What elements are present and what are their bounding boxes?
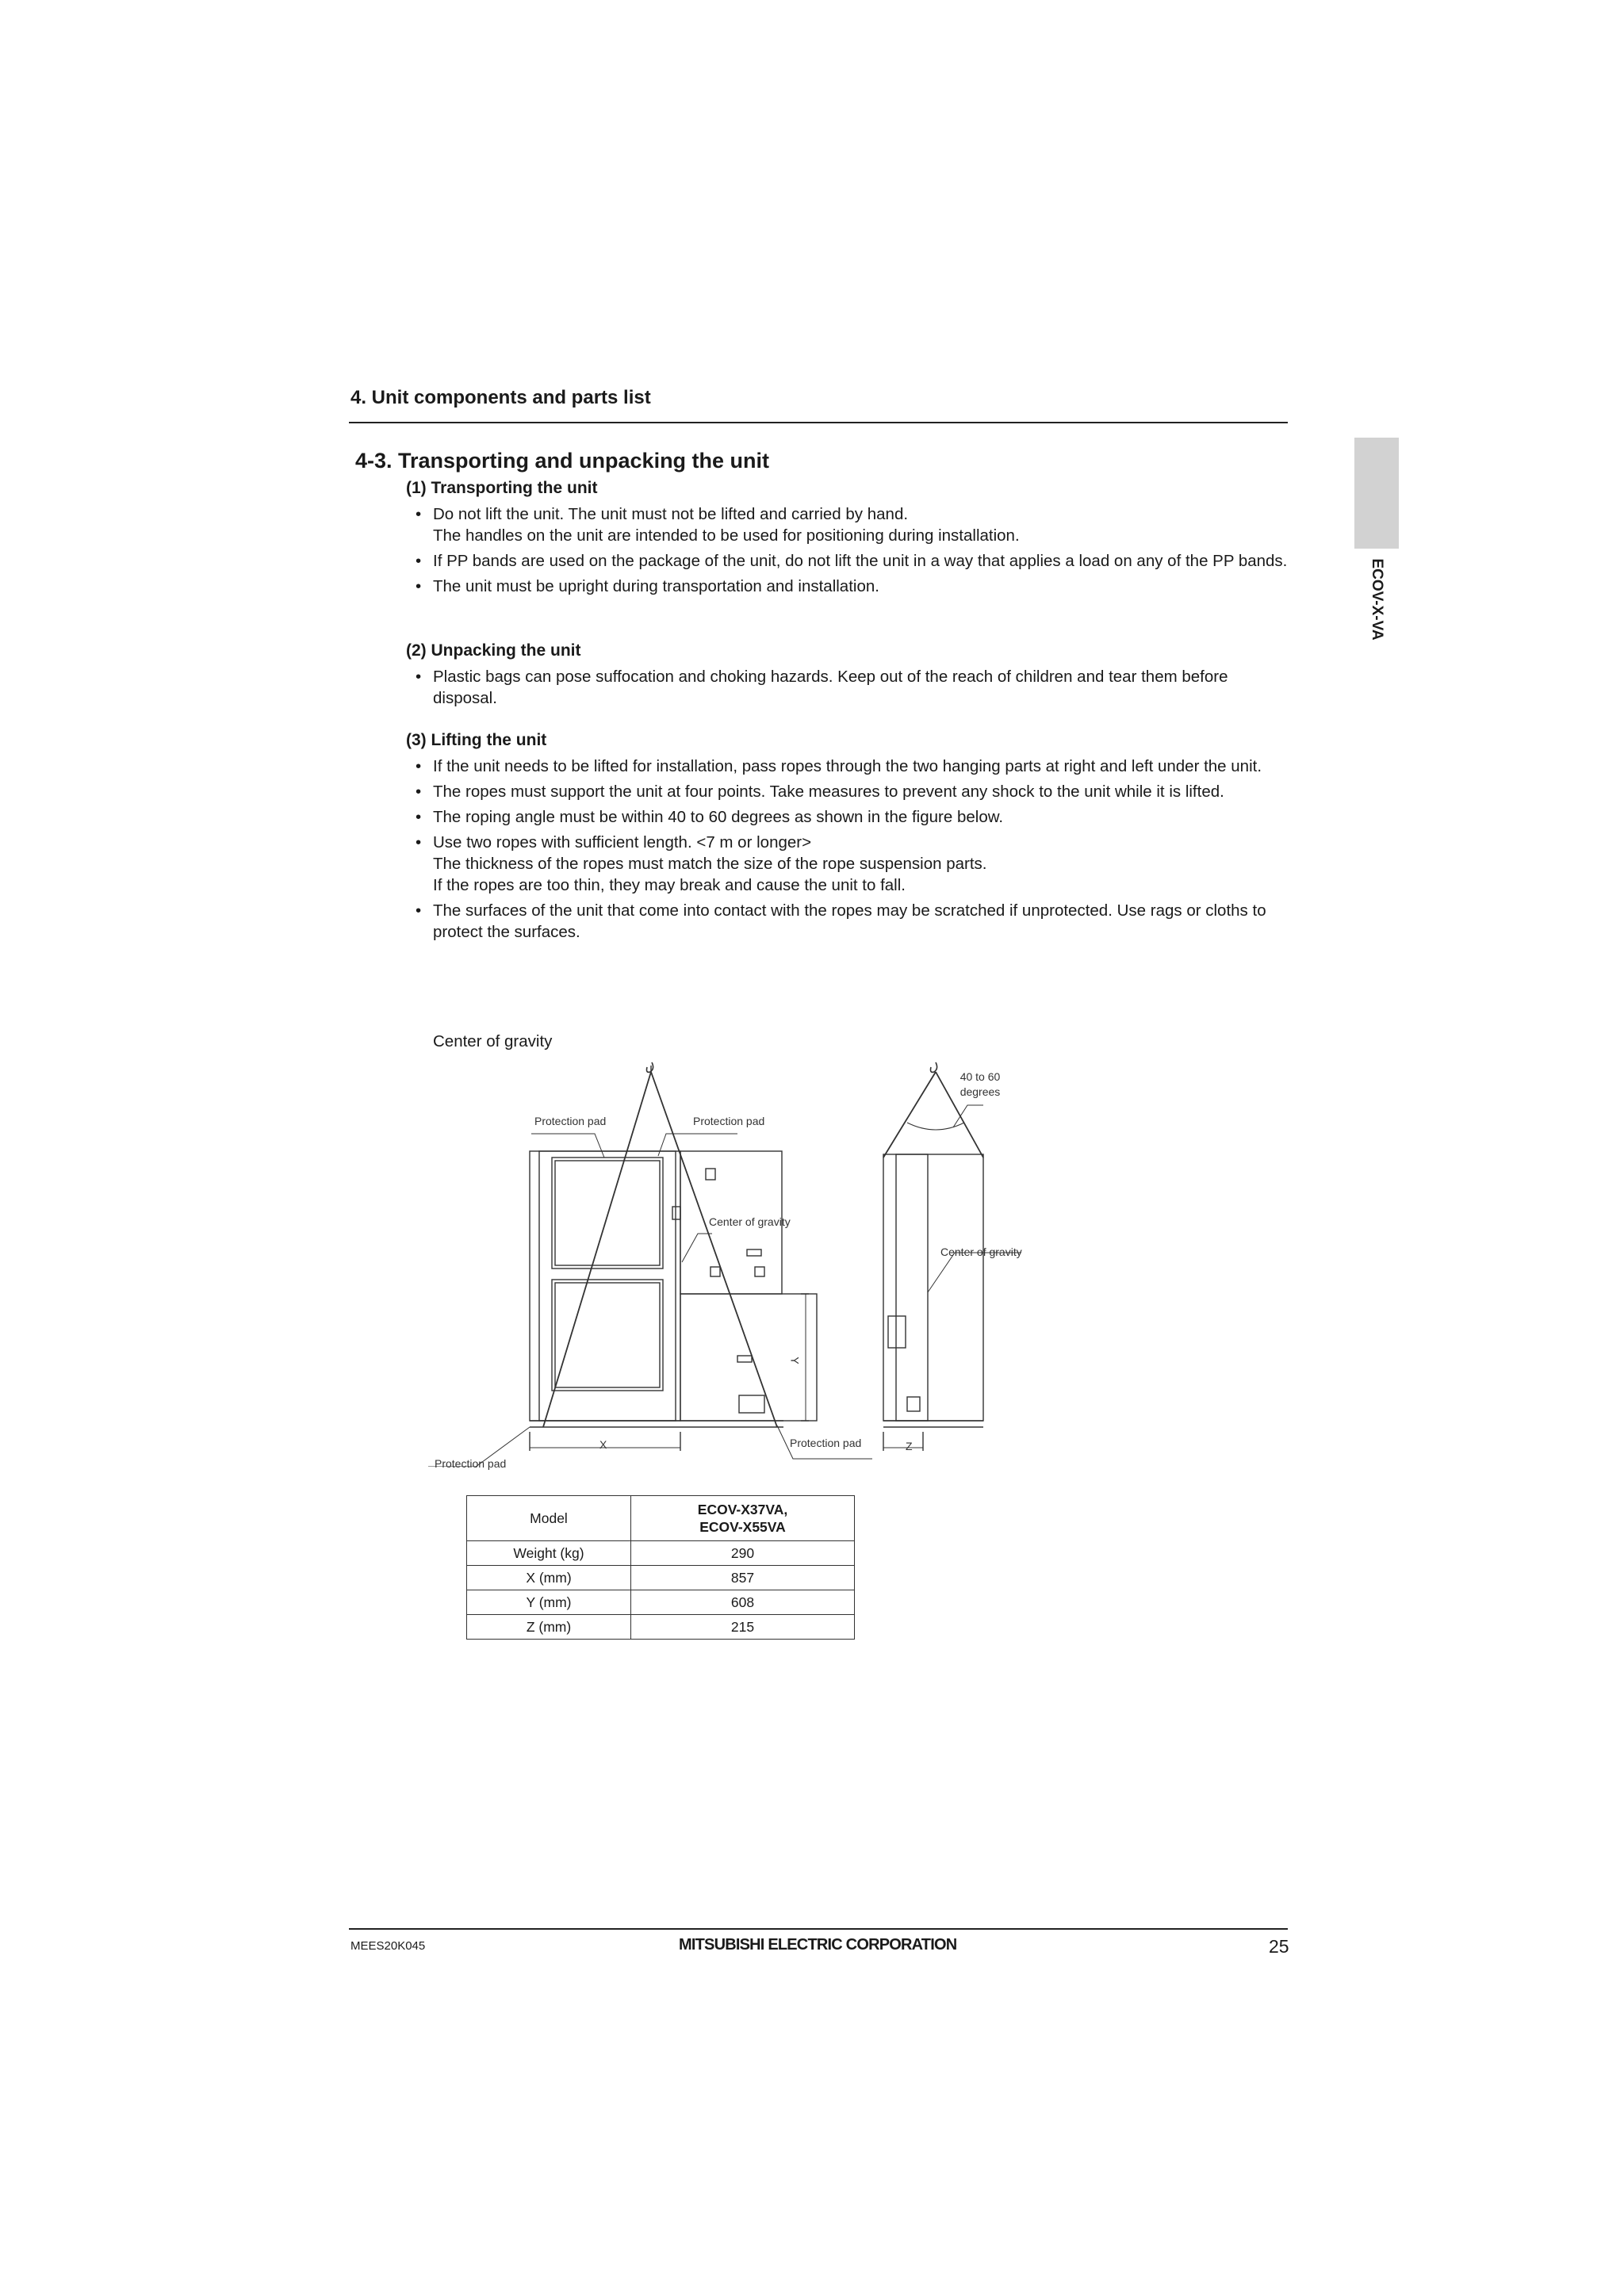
list-item: • The unit must be upright during transportation and installation. <box>412 576 1288 597</box>
page-number: 25 <box>1269 1936 1289 1957</box>
subsection-title-transporting: (1) Transporting the unit <box>406 479 598 497</box>
list-item: • The ropes must support the unit at four points. Take measures to prevent any shock to the unit while it is lifted. <box>412 781 1288 802</box>
row-value: 215 <box>631 1615 855 1640</box>
label-center-of-gravity: Center of gravity <box>940 1246 1022 1258</box>
table-row <box>467 1566 855 1590</box>
table-row <box>467 1590 855 1615</box>
header-model-names: ECOV-X37VA, ECOV-X55VA <box>631 1496 855 1541</box>
brand-name: MITSUBISHI ELECTRIC CORPORATION <box>679 1936 957 1954</box>
section-title: 4. Unit components and parts list <box>350 387 651 408</box>
label-angle: 40 to 60 <box>959 1070 1001 1083</box>
label-angle-unit: degrees <box>959 1085 1001 1098</box>
document-code: MEES20K045 <box>350 1939 426 1953</box>
list-item: • If the unit needs to be lifted for installation, pass ropes through the two hanging parts at right and left under the unit. <box>412 756 1288 777</box>
label-protection-pad: Protection pad <box>534 1115 607 1127</box>
header-model-label: Model <box>467 1496 631 1541</box>
bullet-list-transporting <box>412 503 1288 601</box>
label-dimension-y: Y <box>788 1357 802 1364</box>
label-center-of-gravity: Center of gravity <box>709 1215 791 1228</box>
list-item: • The roping angle must be within 40 to 60 degrees as shown in the figure below. <box>412 806 1288 828</box>
list-item: • Use two ropes with sufficient length. <7 m or longer> The thickness of the ropes must match the size of the rope suspension parts. If the ropes are too thin, they may break and cause the unit to fall. <box>412 832 1288 896</box>
list-item: • If PP bands are used on the package of the unit, do not lift the unit in a way that applies a load on any of the PP bands. <box>412 550 1288 572</box>
table-row <box>467 1541 855 1566</box>
subsection-title-unpacking: (2) Unpacking the unit <box>406 641 581 660</box>
label-protection-pad: Protection pad <box>693 1115 765 1127</box>
label-dimension-z: Z <box>906 1440 913 1452</box>
list-item: • Plastic bags can pose suffocation and choking hazards. Keep out of the reach of children and tear them before disposal. <box>412 666 1288 709</box>
figure-caption: Center of gravity <box>433 1032 553 1050</box>
bullet-list-lifting <box>412 756 1288 947</box>
list-item: • Do not lift the unit. The unit must not be lifted and carried by hand. The handles on the unit are intended to be used for positioning during installation. <box>412 503 1288 546</box>
label-protection-pad: Protection pad <box>435 1457 507 1470</box>
row-label: Z (mm) <box>467 1615 631 1640</box>
subsection-title-lifting: (3) Lifting the unit <box>406 731 547 749</box>
label-dimension-x: X <box>599 1438 607 1451</box>
row-value: 857 <box>631 1566 855 1590</box>
table-row <box>467 1615 855 1640</box>
row-value: 608 <box>631 1590 855 1615</box>
list-item: • The surfaces of the unit that come into contact with the ropes may be scratched if unprotected. Use rags or cloths to protect the surfaces. <box>412 900 1288 943</box>
row-value: 290 <box>631 1541 855 1566</box>
spec-table <box>466 1495 855 1640</box>
page-heading: 4-3. Transporting and unpacking the unit <box>355 449 770 473</box>
side-tab-label: ECOV-X-VA <box>1369 558 1385 641</box>
row-label: X (mm) <box>467 1566 631 1590</box>
header-rule <box>349 422 1288 423</box>
front-view-unit <box>428 1062 872 1467</box>
bullet-list-unpacking <box>412 666 1288 713</box>
label-protection-pad: Protection pad <box>790 1437 862 1449</box>
row-label: Y (mm) <box>467 1590 631 1615</box>
row-label: Weight (kg) <box>467 1541 631 1566</box>
side-tab-marker <box>1354 438 1399 549</box>
table-header-row <box>467 1496 855 1541</box>
footer-rule <box>349 1928 1288 1930</box>
